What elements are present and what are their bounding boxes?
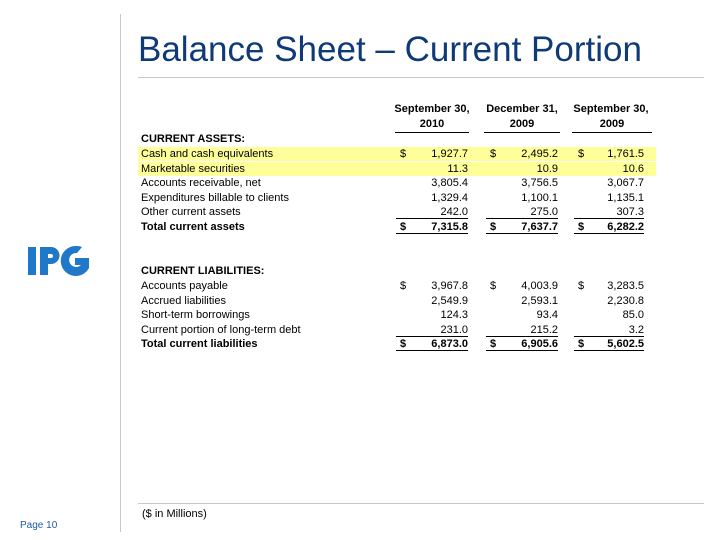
row-label: Accrued liabilities [141, 294, 226, 307]
row-label: Expenditures billable to clients [141, 191, 289, 204]
value-cell: 1,761.5 [607, 148, 644, 160]
table-row [138, 323, 656, 337]
value-cell: 2,495.2 [521, 148, 558, 160]
assets-heading: CURRENT ASSETS: [141, 133, 246, 145]
value-cell: 2,230.8 [607, 294, 644, 307]
title-rule [138, 77, 704, 78]
col-3-header: September 30, [573, 103, 649, 115]
value-cell: 3,283.5 [607, 280, 644, 292]
currency-symbol: $ [400, 148, 407, 160]
total-row [138, 220, 656, 234]
table-row [138, 294, 656, 308]
value-cell: 3,805.4 [431, 177, 468, 190]
left-divider [120, 14, 121, 532]
col-1-year: 2010 [395, 118, 469, 133]
value-cell: 231.0 [396, 323, 468, 337]
value-cell: 307.3 [574, 205, 644, 219]
currency-symbol: $ [400, 221, 407, 233]
currency-symbol: $ [578, 338, 585, 351]
value-cell: 242.0 [396, 205, 468, 219]
currency-symbol: $ [490, 338, 497, 351]
currency-symbol: $ [578, 221, 585, 233]
currency-symbol: $ [400, 338, 407, 351]
value-cell: 2,593.1 [521, 294, 558, 307]
row-label: Short-term borrowings [141, 309, 250, 322]
col-1-header: September 30, [394, 103, 470, 115]
currency-symbol: $ [400, 280, 407, 292]
value-cell: 1,135.1 [607, 191, 644, 204]
page-title: Balance Sheet – Current Portion [138, 30, 642, 69]
value-cell: 2,549.9 [431, 294, 468, 307]
value-cell: 4,003.9 [521, 280, 558, 292]
row-label: Accounts receivable, net [141, 177, 261, 190]
row-label: Total current liabilities [141, 338, 258, 351]
currency-symbol: $ [490, 148, 497, 160]
footer-rule [138, 503, 704, 504]
value-cell: 6,282.2 [574, 220, 644, 234]
page-number: Page 10 [20, 520, 58, 531]
ipg-logo [28, 244, 90, 278]
value-cell: 1,927.7 [431, 148, 468, 160]
table-row [138, 308, 656, 322]
col-3-year: 2009 [572, 118, 652, 133]
value-cell: 3,967.8 [431, 280, 468, 292]
currency-symbol: $ [490, 221, 497, 233]
liabilities-heading: CURRENT LIABILITIES: [141, 265, 265, 277]
value-cell: 11.3 [447, 162, 468, 175]
value-cell: 5,602.5 [574, 337, 644, 351]
table-row [138, 147, 656, 161]
value-cell: 93.4 [536, 309, 558, 322]
value-cell: 275.0 [486, 205, 558, 219]
row-label: Other current assets [141, 206, 241, 219]
value-cell: 3.2 [574, 323, 644, 337]
row-label: Total current assets [141, 221, 245, 233]
units-footnote: ($ in Millions) [142, 508, 207, 520]
currency-symbol: $ [578, 148, 585, 160]
value-cell: 7,315.8 [396, 220, 468, 234]
currency-symbol: $ [578, 280, 585, 292]
col-2-year: 2009 [484, 118, 560, 133]
col-2-header: December 31, [486, 103, 558, 115]
value-cell: 6,905.6 [486, 337, 558, 351]
value-cell: 124.3 [440, 309, 468, 322]
value-cell: 1,329.4 [431, 191, 468, 204]
table-row [138, 162, 656, 176]
table-row [138, 205, 656, 219]
currency-symbol: $ [490, 280, 497, 292]
total-row [138, 337, 656, 351]
table-row [138, 191, 656, 205]
value-cell: 6,873.0 [396, 337, 468, 351]
row-label: Marketable securities [141, 162, 245, 175]
row-label: Accounts payable [141, 280, 228, 292]
row-label: Current portion of long-term debt [141, 323, 301, 336]
value-cell: 1,100.1 [521, 191, 558, 204]
value-cell: 3,067.7 [607, 177, 644, 190]
value-cell: 215.2 [486, 323, 558, 337]
value-cell: 10.9 [536, 162, 558, 175]
table-row [138, 176, 656, 190]
table-row [138, 279, 656, 293]
value-cell: 7,637.7 [486, 220, 558, 234]
row-label: Cash and cash equivalents [141, 148, 274, 160]
value-cell: 3,756.5 [521, 177, 558, 190]
value-cell: 85.0 [622, 309, 644, 322]
value-cell: 10.6 [622, 162, 644, 175]
